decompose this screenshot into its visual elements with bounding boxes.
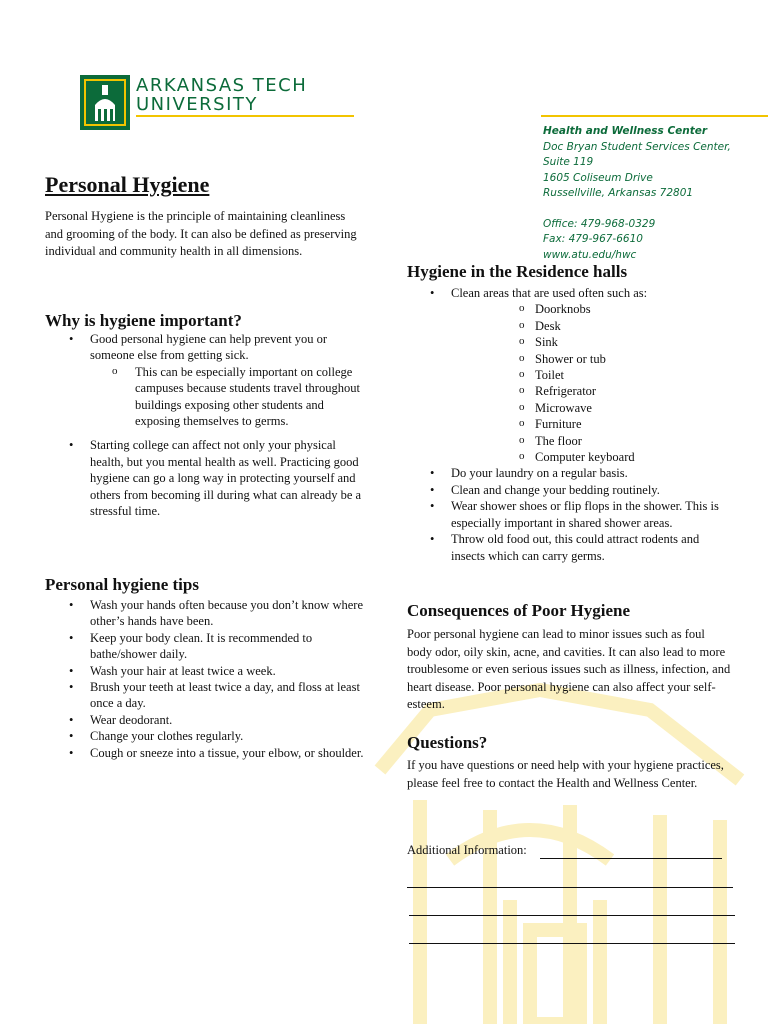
logo-underline: [136, 115, 354, 117]
residence-list: [406, 285, 736, 564]
clean-areas-list: [451, 301, 736, 465]
contact-street: 1605 Coliseum Drive: [543, 171, 653, 184]
consequences-heading: Consequences of Poor Hygiene: [407, 601, 631, 620]
sub-list-item: o Refrigerator: [451, 383, 736, 399]
list-item: • Wear shower shoes or flip flops in the shower. This is especially important in shared shower areas.: [406, 498, 736, 531]
list-item: • Cough or sneeze into a tissue, your elbow, or shoulder.: [45, 745, 370, 761]
why-list: [45, 331, 365, 519]
building-emblem-icon: [80, 75, 130, 130]
contact-building: Doc Bryan Student Services Center,: [543, 140, 731, 153]
questions-paragraph: If you have questions or need help with your hygiene practices, please feel free to contact the Health and Wellness Center.: [407, 758, 724, 790]
logo-text-line1: ARKANSAS TECH: [136, 75, 308, 96]
tips-heading: Personal hygiene tips: [45, 575, 199, 594]
sub-list-item: o Toilet: [451, 367, 736, 383]
list-item: • Clean and change your bedding routinely.: [406, 482, 736, 498]
sub-list-item: o Microwave: [451, 400, 736, 416]
sub-list-item: o Sink: [451, 334, 736, 350]
list-item: • Starting college can affect not only your physical health, but you mental health as well. Practicing good hygiene can go a long way in protecting yourself and others from becoming ill during what can already be a stressful time.: [45, 437, 365, 519]
contact-city: Russellville, Arkansas 72801: [543, 187, 694, 199]
list-item: • Change your clothes regularly.: [45, 728, 370, 744]
questions-heading: Questions?: [407, 733, 488, 752]
logo-text-line2: UNIVERSITY: [136, 94, 258, 115]
list-item: • Throw old food out, this could attract rodents and insects which can carry germs.: [406, 531, 736, 564]
page-title: Personal Hygiene: [45, 172, 210, 197]
blank-line[interactable]: [407, 887, 733, 888]
intro-paragraph: Personal Hygiene is the principle of maintaining cleanliness and grooming of the body. It can also be defined as preserving individual and community health in all dimensions.: [45, 209, 357, 258]
contact-fax: Fax: 479-967-6610: [543, 233, 643, 245]
additional-info-field[interactable]: [407, 843, 737, 858]
blank-line[interactable]: [409, 915, 735, 916]
list-item: • Good personal hygiene can help prevent you or someone else from getting sick. o This can be especially important on college campuses because students travel throughout buildings exposing other students and exposing themselves to germs.: [45, 331, 365, 429]
university-logo: [80, 75, 370, 135]
additional-info-label: Additional Information:: [407, 843, 527, 857]
sub-list-item: o This can be especially important on college campuses because students travel throughout buildings exposing other students and exposing themselves to germs.: [90, 364, 365, 430]
consequences-paragraph: Poor personal hygiene can lead to minor issues such as foul body odor, oily skin, acne, and cavities. It can also lead to more troublesome or even serious issues such as illness, infection, and heart disease. Poor personal hygiene can also affect your self-esteem.: [407, 627, 731, 711]
contact-suite: Suite 119: [543, 156, 594, 168]
why-heading: Why is hygiene important?: [45, 311, 242, 330]
sub-list-item: o Furniture: [451, 416, 736, 432]
blank-line[interactable]: [409, 943, 735, 944]
list-item: • Do your laundry on a regular basis.: [406, 465, 736, 481]
list-item: • Brush your teeth at least twice a day, and floss at least once a day.: [45, 679, 370, 712]
sub-list-item: o The floor: [451, 433, 736, 449]
contact-website[interactable]: www.atu.edu/hwc: [543, 248, 637, 261]
contact-center-name: Health and Wellness Center: [543, 125, 708, 137]
list-item: • Clean areas that are used often such as: o Doorknobs o Desk o Sink o Shower or tub o Toilet o Refrigerator o Microwave o Furniture o The floor o Computer keyboard: [406, 285, 736, 465]
tips-list: [45, 597, 370, 761]
sub-list-item: o Doorknobs: [451, 301, 736, 317]
list-item: • Keep your body clean. It is recommended to bathe/shower daily.: [45, 630, 370, 663]
sub-list-item: o Shower or tub: [451, 351, 736, 367]
sub-list-item: o Computer keyboard: [451, 449, 736, 465]
additional-info-line: [540, 858, 722, 859]
list-item: • Wash your hands often because you don’t know where other’s hands have been.: [45, 597, 370, 630]
contact-block: [543, 124, 763, 263]
sub-list-item: o Desk: [451, 318, 736, 334]
list-item: • Wash your hair at least twice a week.: [45, 663, 370, 679]
header-rule: [541, 115, 768, 117]
contact-office-phone: Office: 479-968-0329: [543, 217, 656, 230]
list-item: • Wear deodorant.: [45, 712, 370, 728]
residence-heading: Hygiene in the Residence halls: [407, 262, 628, 281]
